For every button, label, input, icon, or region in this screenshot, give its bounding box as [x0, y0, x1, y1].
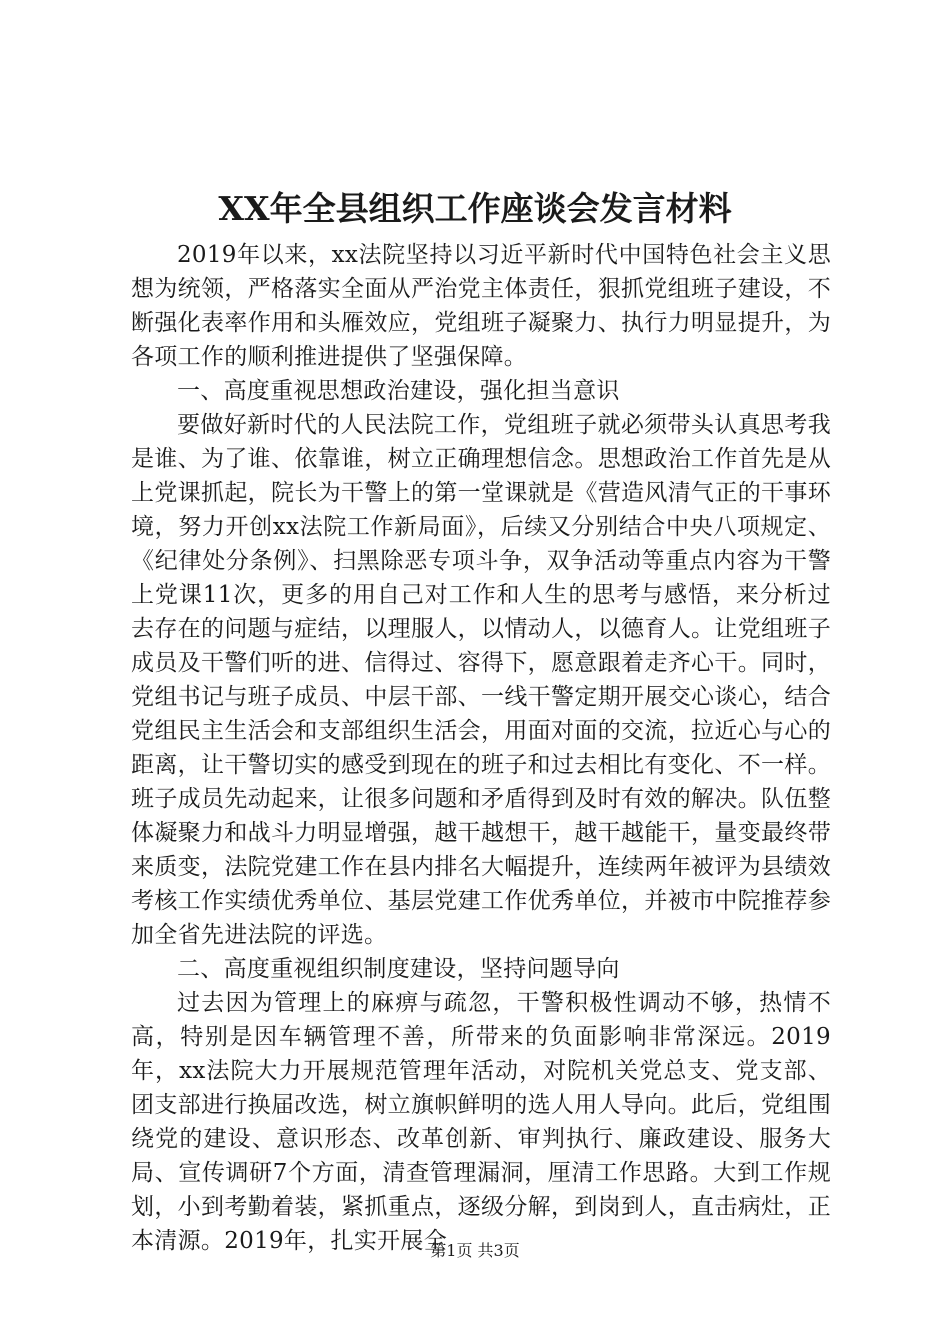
- section-2-paragraph: 过去因为管理上的麻痹与疏忽，干警积极性调动不够，热情不高，特别是因车辆管理不善，所带来的负面影响非常深远。2019年，xx法院大力开展规范管理年活动，对院机关党总支、党支部、团支部进行换届改选，树立旗帜鲜明的选人用人导向。此后，党组围绕党的建设、意识形态、改革创新、审判执行、廉政建设、服务大局、宣传调研7个方面，清查管理漏洞，厘清工作思路。大到工作规划，小到考勤着装，紧抓重点，逐级分解，到岗到人，直击病灶，正本清源。2019年，扎实开展全: [131, 990, 831, 1254]
- document-title: XX年全县组织工作座谈会发言材料: [218, 189, 732, 228]
- section-heading-2: 二、高度重视组织制度建设，坚持问题导向: [177, 956, 620, 982]
- section-heading-1: 一、高度重视思想政治建设，强化担当意识: [177, 378, 620, 404]
- intro-paragraph: 2019年以来，xx法院坚持以习近平新时代中国特色社会主义思想为统领，严格落实全面从严治党主体责任，狠抓党组班子建设，不断强化表率作用和头雁效应，党组班子凝聚力、执行力明显提升，为各项工作的顺利推进提供了坚强保障。: [131, 242, 831, 370]
- section-1-paragraph: 要做好新时代的人民法院工作，党组班子就必须带头认真思考我是谁、为了谁、依靠谁，树立正确理想信念。思想政治工作首先是从上党课抓起，院长为干警上的第一堂课就是《营造风清气正的干事环境，努力开创xx法院工作新局面》，后续又分别结合中央八项规定、《纪律处分条例》、扫黑除恶专项斗争，双争活动等重点内容为干警上党课11次，更多的用自己对工作和人生的思考与感悟，来分析过去存在的问题与症结，以理服人，以情动人，以德育人。让党组班子成员及干警们听的进、信得过、容得下，愿意跟着走齐心干。同时，党组书记与班子成员、中层干部、一线干警定期开展交心谈心，结合党组民主生活会和支部组织生活会，用面对面的交流，拉近心与心的距离，让干警切实的感受到现在的班子和过去相比有变化、不一样。班子成员先动起来，让很多问题和矛盾得到及时有效的解决。队伍整体凝聚力和战斗力明显增强，越干越想干，越干越能干，量变最终带来质变，法院党建工作在县内排名大幅提升，连续两年被评为县绩效考核工作实绩优秀单位、基层党建工作优秀单位，并被市中院推荐参加全省先进法院的评选。: [131, 412, 831, 948]
- document-body: [131, 238, 831, 1258]
- page-footer: 第1页 共3页: [430, 1241, 520, 1260]
